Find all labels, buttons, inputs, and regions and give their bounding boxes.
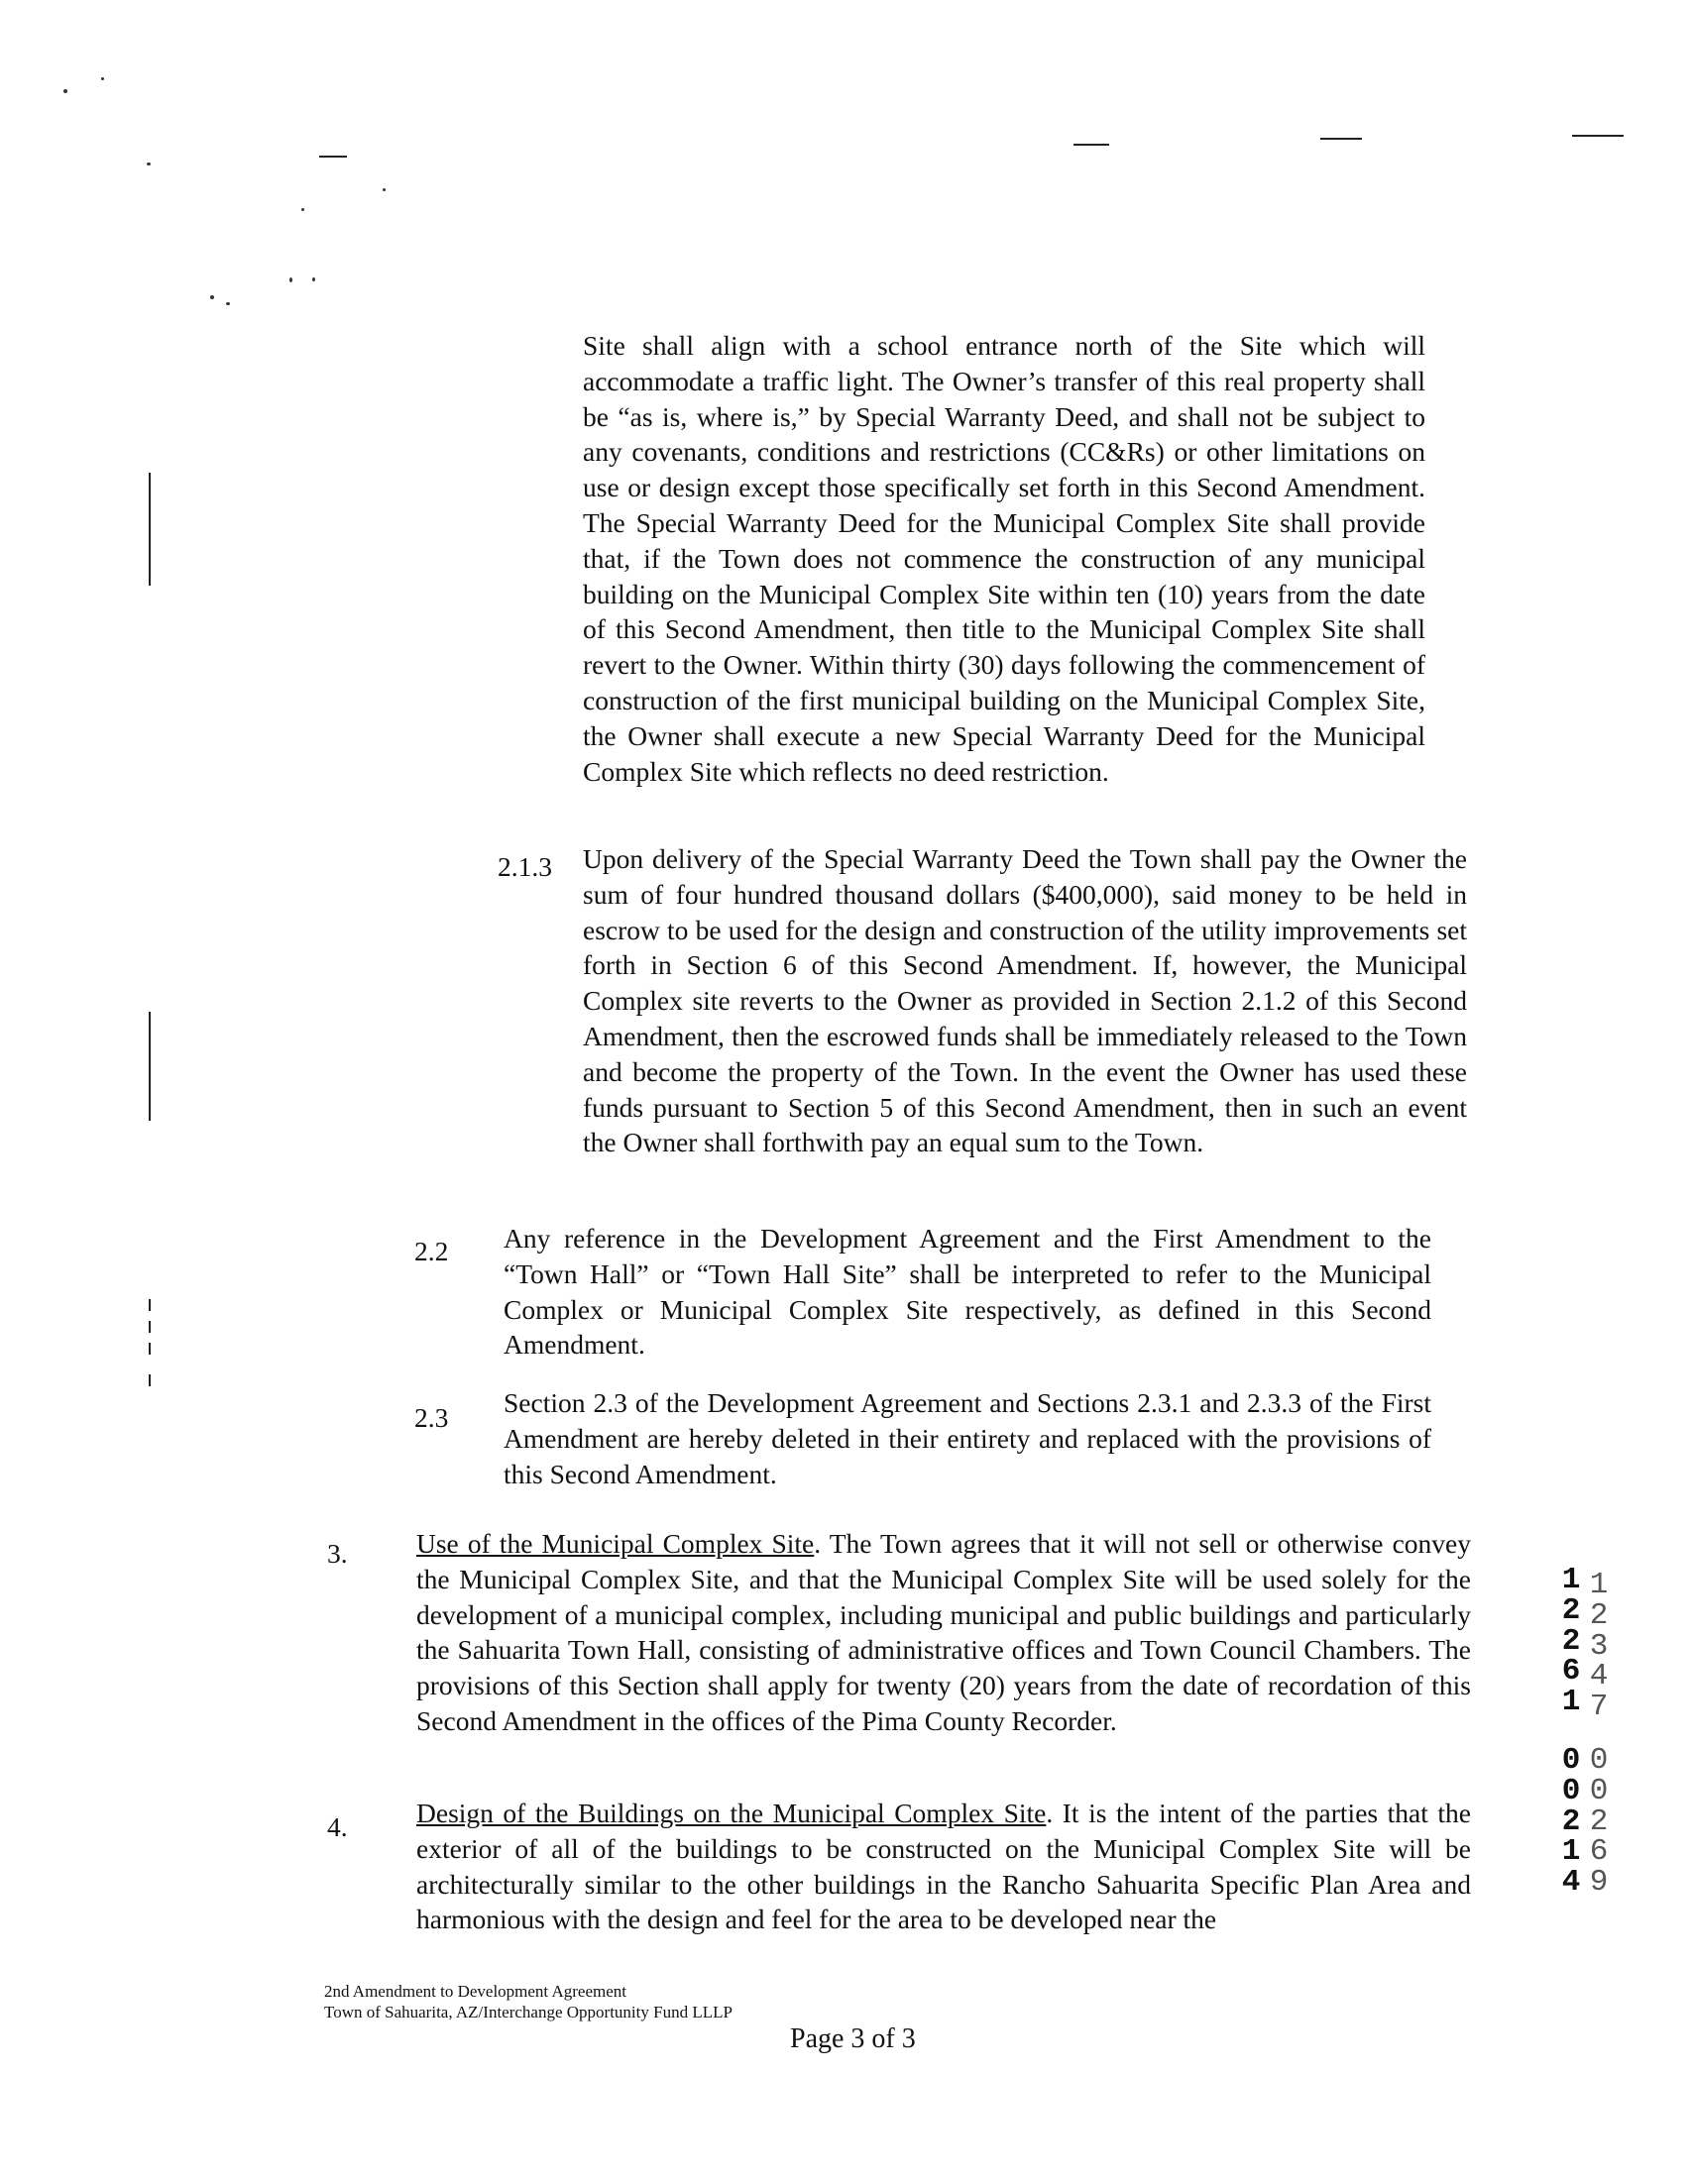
section-body: . It is the intent of the parties that the exterior of all of the buildings to be constructed on the Municipal Complex Site will be architecturally similar to the other buildings in the Rancho Sahuarita Specific Plan Area and harmonious with the design and feel for the area to be developed near the [416,1798,1471,1935]
section-2-2-text: Any reference in the Development Agreement and the First Amendment to the “Town Hall” or “Town Hall Site” shall be interpreted to refer to the Municipal Complex or Municipal Complex Site respectively, as defined in this Second Amendment. [504,1223,1431,1361]
scan-artifact [149,1012,151,1121]
recording-page-number: 0 0 2 1 4 [1561,1743,1581,1901]
section-number: 3. [327,1538,348,1569]
section-2-1-3-text: Upon delivery of the Special Warranty Deed the Town shall pay the Owner the sum of four hundred thousand dollars ($400,000), said money to be held in escrow to be used for the design and construction of the utility improvements set forth in Section 6 of this Second Amendment. If, however, the Municipal Complex site reverts to the Owner as provided in Section 2.1.2 of this Second Amendment, then the escrowed funds shall be immediately released to the Town and become the property of the Town. In the event the Owner has used these funds pursuant to Section 5 of this Second Amendment, then in such an event the Owner shall forthwith pay an equal sum to the Town. [583,843,1467,1158]
recording-docket-number-light: 1 2 3 4 7 [1589,1568,1609,1725]
footer-parties: Town of Sahuarita, AZ/Interchange Opportunity Fund LLLP [324,2003,733,2021]
scan-artifact [383,188,386,191]
continuation-paragraph: Site shall align with a school entrance north of the Site which will accommodate a traffic light. The Owner’s transfer of this real property shall be “as is, where is,” by Special Warranty Deed, and shall not be subject to any covenants, conditions and restrictions (CC&Rs) or other limitations on use or design except those specifically set forth in this Second Amendment. The Special Warranty Deed for the Municipal Complex Site shall provide that, if the Town does not commence the construction of any municipal building on the Municipal Complex Site within ten (10) years from the date of this Second Amendment, then title to the Municipal Complex Site shall revert to the Owner. Within thirty (30) days following the commencement of construction of the first municipal building on the Municipal Complex Site, the Owner shall execute a new Special Warranty Deed for the Municipal Complex Site which reflects no deed restriction. [583,330,1425,787]
section-number: 4. [327,1811,348,1842]
scan-artifact [312,277,315,281]
scan-artifact [301,208,304,211]
section-heading: Design of the Buildings on the Municipal Complex Site [416,1798,1047,1828]
page-number: Page 3 of 3 [790,2023,916,2054]
scan-artifact [226,302,230,305]
section-4-text [416,1796,1471,1937]
scan-artifact [147,163,151,165]
scan-artifact [210,295,214,299]
section-body: . The Town agrees that it will not sell or otherwise convey the Municipal Complex Site, and that the Municipal Complex Site will be used solely for the development of a municipal complex, including municipal and public buildings and particularly the Sahuarita Town Hall, consisting of administrative offices and Town Council Chambers. The provisions of this Section shall apply for twenty (20) years from the date of recordation of this Second Amendment in the offices of the Pima County Recorder. [416,1528,1471,1736]
scan-artifact [149,473,151,586]
scan-artifact [101,77,104,80]
recording-docket-number: 1 2 2 6 1 [1561,1563,1581,1720]
scan-artifact [149,1374,151,1386]
recording-page-number-light: 0 0 2 6 9 [1589,1743,1609,1901]
section-number: 2.1.3 [498,851,552,882]
section-number: 2.3 [414,1402,449,1433]
scan-artifact [1320,138,1362,140]
section-number: 2.2 [414,1236,449,1266]
section-heading: Use of the Municipal Complex Site [416,1528,815,1559]
scan-artifact [63,89,67,93]
scan-artifact [1073,144,1109,146]
section-3-text [416,1526,1471,1739]
footer-document-title: 2nd Amendment to Development Agreement [324,1982,626,2001]
section-2-3-text: Section 2.3 of the Development Agreement and Sections 2.3.1 and 2.3.3 of the First Amendment are hereby deleted in their entirety and replaced with the provisions of this Second Amendment. [504,1387,1431,1489]
scan-artifact [1572,135,1624,137]
scan-artifact [149,1299,151,1311]
scan-artifact [289,277,292,282]
scan-artifact [319,156,347,158]
scan-artifact [149,1321,151,1333]
scan-artifact [149,1343,151,1355]
